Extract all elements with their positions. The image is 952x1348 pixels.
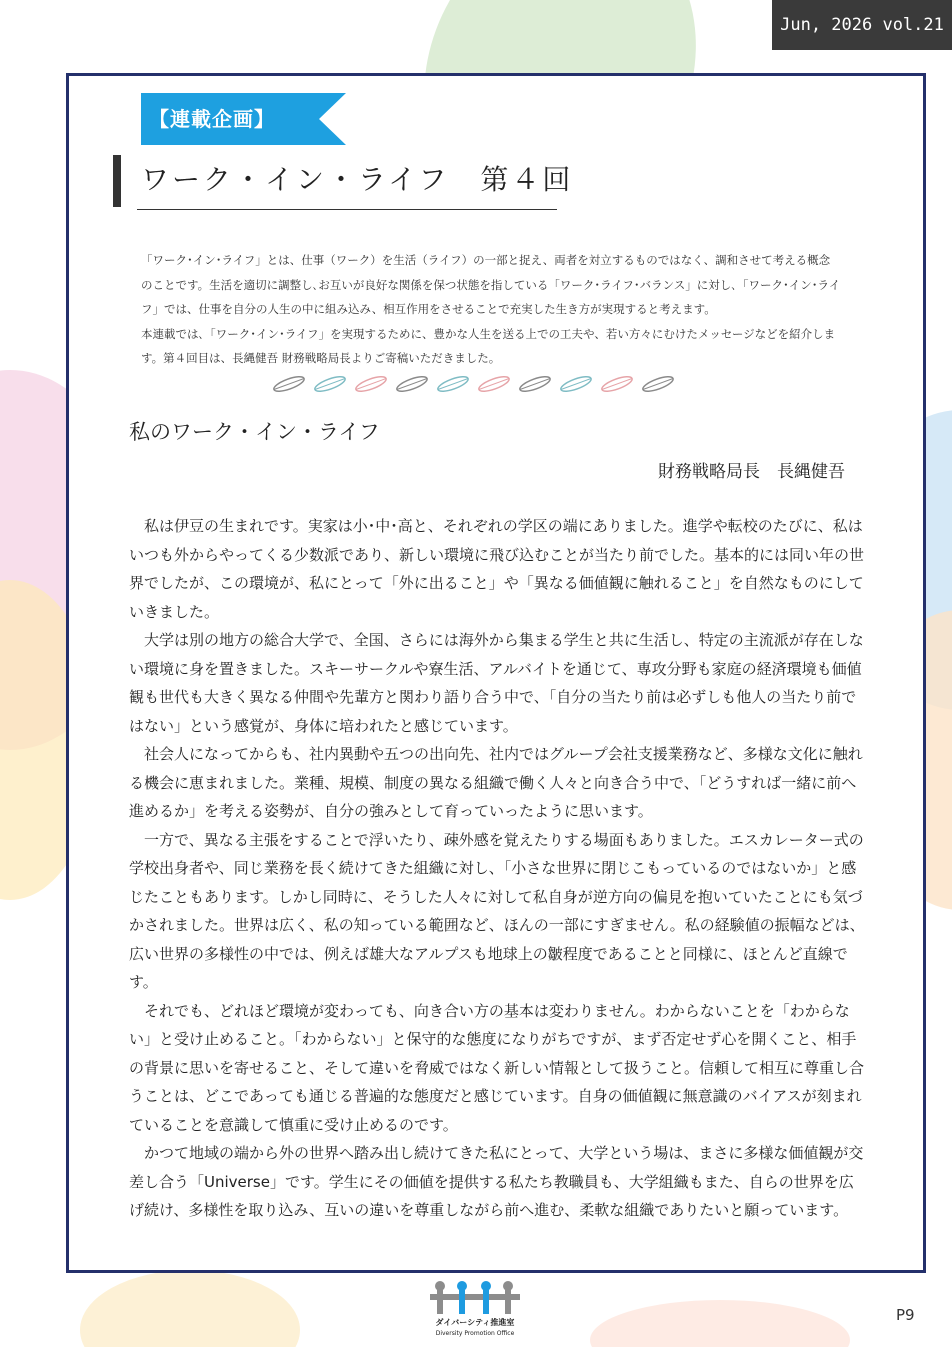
article-frame <box>66 73 926 1273</box>
leaf-icon <box>354 374 387 394</box>
leaf-icon <box>600 374 633 394</box>
essay-title: 私のワーク・イン・ライフ <box>129 420 380 444</box>
article-title: ワーク・イン・ライフ 第４回 <box>141 163 574 196</box>
leaf-divider-ornament <box>269 372 679 396</box>
body-paragraph: それでも、どれほど環境が変わっても、向き合い方の基本は変わりません。わからないことを「わからない」と受け止めること。「わからない」と保守的な態度になりがちですが、まず否定せず心を開くこと、相手の背景に思いを寄せること、そして違いを脅威ではなく新しい情報として扱うこと。信頼して相互に尊重し合うことは、どこであっても通じる普遍的な態度だと感じています。自身の価値観に無意識のバイアスが刻まれていることを意識して慎重に受け止めるのです。 <box>129 1001 865 1134</box>
leaf-icon <box>518 374 551 394</box>
people-icon <box>420 1280 530 1316</box>
diversity-office-logo <box>420 1280 530 1348</box>
leaf-icon <box>559 374 592 394</box>
issue-label: Jun, 2026 vol.21 <box>772 0 952 50</box>
essay-body <box>129 512 865 1225</box>
leaf-icon <box>436 374 469 394</box>
series-label: 【連載企画】 <box>149 107 275 131</box>
logo-japanese-text: ダイバーシティ推進室 <box>435 1318 515 1327</box>
leaf-icon <box>477 374 510 394</box>
logo-english-text: Diversity Promotion Office <box>435 1330 515 1337</box>
leaf-icon <box>641 374 674 394</box>
body-paragraph: 社会人になってからも、社内異動や五つの出向先、社内ではグループ会社支援業務など、多様な文化に触れる機会に恵まれました。業種、規模、制度の異なる組織で働く人々と向き合う中で、「どうすれば一緒に前へ進めるか」を考える姿勢が、自分の強みとして育っていったように思います。 <box>129 745 863 820</box>
body-paragraph: かつて地域の端から外の世界へ踏み出し続けてきた私にとって、大学という場は、まさに多様な価値観が交差し合う「Universe」です。学生にその価値を提供する私たち教職員も、大学組織もまた、自らの世界を広げ続け、多様性を取り込み、互いの違いを尊重しながら前へ進む、柔軟な組織でありたいと願っています。 <box>129 1144 864 1219</box>
leaf-icon <box>395 374 428 394</box>
intro-text <box>141 248 841 371</box>
body-paragraph: 私は伊豆の生まれです。実家は小･中･高と、それぞれの学区の端にありました。進学や転校のたびに、私はいつも外からやってくる少数派であり、新しい環境に飛び込むことが当たり前でした。基本的には同い年の世界でしたが、この環境が、私にとって「外に出ること」や「異なる価値観に触れること」を自然なものにしていきました。 <box>129 517 865 621</box>
leaf-icon <box>313 374 346 394</box>
series-banner <box>141 93 346 145</box>
intro-paragraph: 本連載では､「ワーク･イン･ライフ」を実現するために、豊かな人生を送る上での工夫や、若い方々にむけたメッセージなどを紹介します。第４回目は、長縄健吾 財務戦略局長よりご寄稿いただきました。 <box>141 326 836 365</box>
body-paragraph: 一方で、異なる主張をすることで浮いたり、疎外感を覚えたりする場面もありました。エスカレーター式の学校出身者や、同じ業務を長く続けてきた組織に対し、「小さな世界に閉じこもっているのではないか」と感じたこともあります。しかし同時に、そうした人々に対して私自身が逆方向の偏見を抱いていたことにも気づかされました。世界は広く、私の知っている範囲など、ほんの一部にすぎません。私の経験値の振幅などは、広い世界の多様性の中では、例えば雄大なアルプスも地球上の皺程度であることと同様に、ほとんど直線です。 <box>129 830 865 991</box>
title-underline <box>137 209 557 210</box>
title-accent-bar <box>113 155 121 207</box>
page-number: P9 <box>896 1306 915 1324</box>
intro-paragraph: 「ワーク･イン･ライフ」とは、仕事（ワーク）を生活（ライフ）の一部と捉え、両者を対立するものではなく、調和させて考える概念のことです。生活を適切に調整し､お互いが良好な関係を保つ状態を指している「ワーク･ライフ･バランス」に対し､「ワーク･イン･ライフ」では、仕事を自分の人生の中に組み込み、相互作用をさせることで充実した生き方が実現すると考えます。 <box>141 253 841 316</box>
body-paragraph: 大学は別の地方の総合大学で、全国、さらには海外から集まる学生と共に生活し、特定の主流派が存在しない環境に身を置きました。スキーサークルや寮生活、アルバイトを通じて、専攻分野も家庭の経済環境も価値観も世代も大きく異なる仲間や先輩方と関わり語り合う中で、「自分の当たり前は必ずしも他人の当たり前ではない」という感覚が、身体に培われたと感じています。 <box>129 631 864 735</box>
leaf-icon <box>272 374 305 394</box>
author-name: 財務戦略局長 長縄健吾 <box>658 462 845 482</box>
